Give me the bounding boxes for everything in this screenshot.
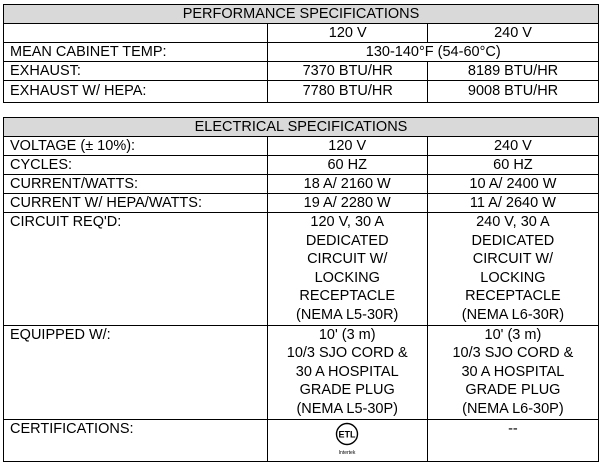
- circuit-240v-line: (NEMA L6-30R): [461, 306, 565, 323]
- certification-240v: --: [427, 419, 598, 461]
- performance-title-row: [4, 5, 599, 24]
- equipped-row: [4, 325, 599, 419]
- value-240v: 8189 BTU/HR: [428, 62, 599, 81]
- value-240v: 11 A/ 2640 W: [427, 194, 598, 213]
- equipped-120v-line: (NEMA L5-30P): [296, 400, 398, 417]
- etl-listed-mark-icon: [332, 422, 362, 456]
- circuit-row: [4, 213, 599, 326]
- electrical-title: ELECTRICAL SPECIFICATIONS: [4, 118, 599, 137]
- certifications-row: [4, 419, 599, 461]
- circuit-120v-line: 120 V, 30 A: [310, 214, 385, 230]
- row-label: MEAN CABINET TEMP:: [4, 43, 268, 62]
- table-row: [4, 137, 599, 156]
- electrical-specifications-table: [3, 117, 599, 462]
- value-240v: 10 A/ 2400 W: [427, 175, 598, 194]
- value-240v: 9008 BTU/HR: [428, 81, 599, 103]
- circuit-240v-cell: [427, 213, 598, 326]
- row-label: CIRCUIT REQ'D:: [4, 213, 268, 326]
- equipped-240v-line: 10/3 SJO CORD &: [452, 345, 574, 362]
- circuit-120v-line: LOCKING: [314, 269, 380, 286]
- row-label: CURRENT W/ HEPA/WATTS:: [4, 194, 268, 213]
- intertek-text: Intertek: [338, 449, 356, 456]
- table-row: [4, 81, 599, 103]
- equipped-240v-line: 30 A HOSPITAL: [461, 363, 565, 380]
- row-label: EXHAUST:: [4, 62, 268, 81]
- equipped-120v-cell: [267, 325, 427, 419]
- column-120v: 120 V: [268, 24, 428, 43]
- table-row: [4, 175, 599, 194]
- performance-title: PERFORMANCE SPECIFICATIONS: [4, 5, 599, 24]
- performance-column-header-row: [4, 24, 599, 43]
- row-label: VOLTAGE (± 10%):: [4, 137, 268, 156]
- equipped-240v-line: (NEMA L6-30P): [462, 400, 564, 417]
- equipped-120v-line: 10/3 SJO CORD &: [286, 345, 408, 362]
- row-label: EXHAUST W/ HEPA:: [4, 81, 268, 103]
- circuit-120v-line: CIRCUIT W/: [307, 251, 388, 268]
- circuit-120v-line: DEDICATED: [305, 232, 389, 249]
- circuit-240v-line: LOCKING: [480, 269, 546, 286]
- circuit-120v-cell: [267, 213, 427, 326]
- merged-value: 130-140°F (54-60°C): [268, 43, 599, 62]
- table-row: [4, 156, 599, 175]
- value-240v: 240 V: [427, 137, 598, 156]
- certification-120v-cell: [267, 419, 427, 461]
- empty-header-cell: [4, 24, 268, 43]
- equipped-240v-line: GRADE PLUG: [465, 382, 561, 399]
- circuit-240v-line: RECEPTACLE: [465, 288, 561, 305]
- value-120v: 7370 BTU/HR: [268, 62, 428, 81]
- svg-text:ETL: ETL: [338, 429, 356, 440]
- electrical-title-row: [4, 118, 599, 137]
- table-row: [4, 62, 599, 81]
- circuit-120v-line: RECEPTACLE: [299, 288, 396, 305]
- circuit-240v-line: DEDICATED: [471, 232, 555, 249]
- equipped-240v-cell: [427, 325, 598, 419]
- equipped-120v-line: 30 A HOSPITAL: [295, 363, 399, 380]
- column-240v: 240 V: [428, 24, 599, 43]
- row-label: CYCLES:: [4, 156, 268, 175]
- row-label: CURRENT/WATTS:: [4, 175, 268, 194]
- table-row: [4, 194, 599, 213]
- row-label: EQUIPPED W/:: [4, 325, 268, 419]
- circuit-120v-line: (NEMA L5-30R): [296, 306, 399, 323]
- value-120v: 19 A/ 2280 W: [267, 194, 427, 213]
- performance-specifications-table: [3, 4, 599, 103]
- circuit-240v-line: 240 V, 30 A: [476, 214, 550, 230]
- value-120v: 18 A/ 2160 W: [267, 175, 427, 194]
- table-row: [4, 43, 599, 62]
- equipped-120v-line: 10' (3 m): [318, 326, 376, 343]
- equipped-120v-line: GRADE PLUG: [299, 382, 395, 399]
- value-120v: 7780 BTU/HR: [268, 81, 428, 103]
- value-240v: 60 HZ: [427, 156, 598, 175]
- circuit-240v-line: CIRCUIT W/: [472, 251, 554, 268]
- equipped-240v-line: 10' (3 m): [484, 326, 542, 343]
- value-120v: 120 V: [267, 137, 427, 156]
- row-label: CERTIFICATIONS:: [4, 419, 268, 461]
- value-120v: 60 HZ: [267, 156, 427, 175]
